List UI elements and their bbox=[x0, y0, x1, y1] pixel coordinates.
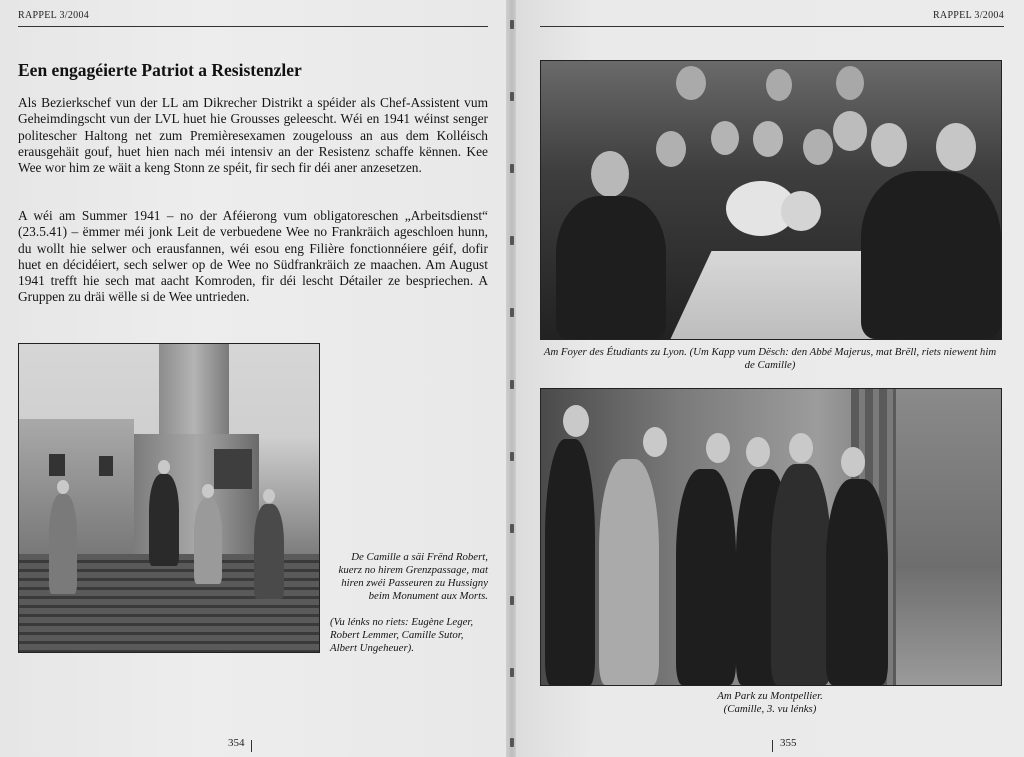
article-title: Een engagéierte Patriot a Resistenzler bbox=[18, 60, 302, 80]
montpellier-park-photo bbox=[540, 388, 1002, 686]
lyon-foyer-photo bbox=[540, 60, 1002, 340]
binding-stitch bbox=[510, 452, 514, 461]
right-page bbox=[516, 0, 1024, 757]
header-rule-right bbox=[540, 26, 1004, 27]
monument-photo bbox=[18, 343, 320, 653]
binding-stitch bbox=[510, 524, 514, 533]
binding-stitch bbox=[510, 20, 514, 29]
page-number-right: 355 bbox=[780, 737, 797, 749]
binding-stitch bbox=[510, 236, 514, 245]
binding-stitch bbox=[510, 164, 514, 173]
binding-stitch bbox=[510, 380, 514, 389]
monument-photo-caption-names: (Vu lénks no riets: Eugène Leger, Robert Lemmer, Camille Sutor, Albert Ungeheuer). bbox=[330, 616, 474, 654]
folio-tick-left bbox=[251, 740, 252, 752]
header-rule-left bbox=[18, 26, 488, 27]
binding-stitch bbox=[510, 308, 514, 317]
binding-stitch bbox=[510, 92, 514, 101]
paragraph-1: Als Bezierkschef vun der LL am Dikrecher Distrikt a spéider als Chef-Assistent vum Geheimdingscht vun der LVL huet hie Grousses geleescht. Wéi en 1941 wéinst senger politescher Haltong net zum Premièresexamen zougelouss an aus dem Kolléisch erausgehäit gouf, huet hien nach méi intensiv an der Resistenz schaffe kënnen. Kee Wee wor him ze wäit a keng Stonn ze spéit, fir sech fir déi aner anzesetzen. bbox=[18, 95, 488, 176]
monument-photo-caption: De Camille a säi Frënd Robert, kuerz no hirem Grenzpassage, mat hiren zwéi Passeuren zu Hussigny beim Monument aux Morts. bbox=[338, 551, 488, 602]
binding-stitch bbox=[510, 596, 514, 605]
folio-tick-right bbox=[772, 740, 773, 752]
montpellier-photo-caption-line1: Am Park zu Montpellier. bbox=[717, 690, 823, 702]
running-header-left: RAPPEL 3/2004 bbox=[18, 10, 90, 21]
paragraph-2: A wéi am Summer 1941 – no der Aféierong vum obligatoreschen „Arbeitsdienst“ (23.5.41) – ëmmer méi jonk Leit de verbuedene Wee no Frankräich ageschloen hunn, du wollt hie selwer och erausfannen, wéi esou eng Filière fonctionnéiere géif, dofir huet en décidéiert, sech selwer op de Wee no Südfrankräich ze maachen. Am August 1941 trefft hie sech mat aacht Komroden, fir déi lescht Détailer ze bespriechen. A Gruppen zu dräi wëlle si de Wee untrieden. bbox=[18, 208, 488, 305]
montpellier-photo-caption-line2: (Camille, 3. vu lénks) bbox=[723, 703, 817, 715]
running-header-right: RAPPEL 3/2004 bbox=[932, 10, 1004, 21]
binding-stitch bbox=[510, 738, 514, 747]
left-page bbox=[0, 0, 508, 757]
lyon-photo-caption: Am Foyer des Étudiants zu Lyon. (Um Kapp vum Dësch: den Abbé Majerus, mat Brëll, riets niewent him de Camille) bbox=[543, 346, 997, 371]
page-number-left: 354 bbox=[228, 737, 245, 749]
binding-stitch bbox=[510, 668, 514, 677]
